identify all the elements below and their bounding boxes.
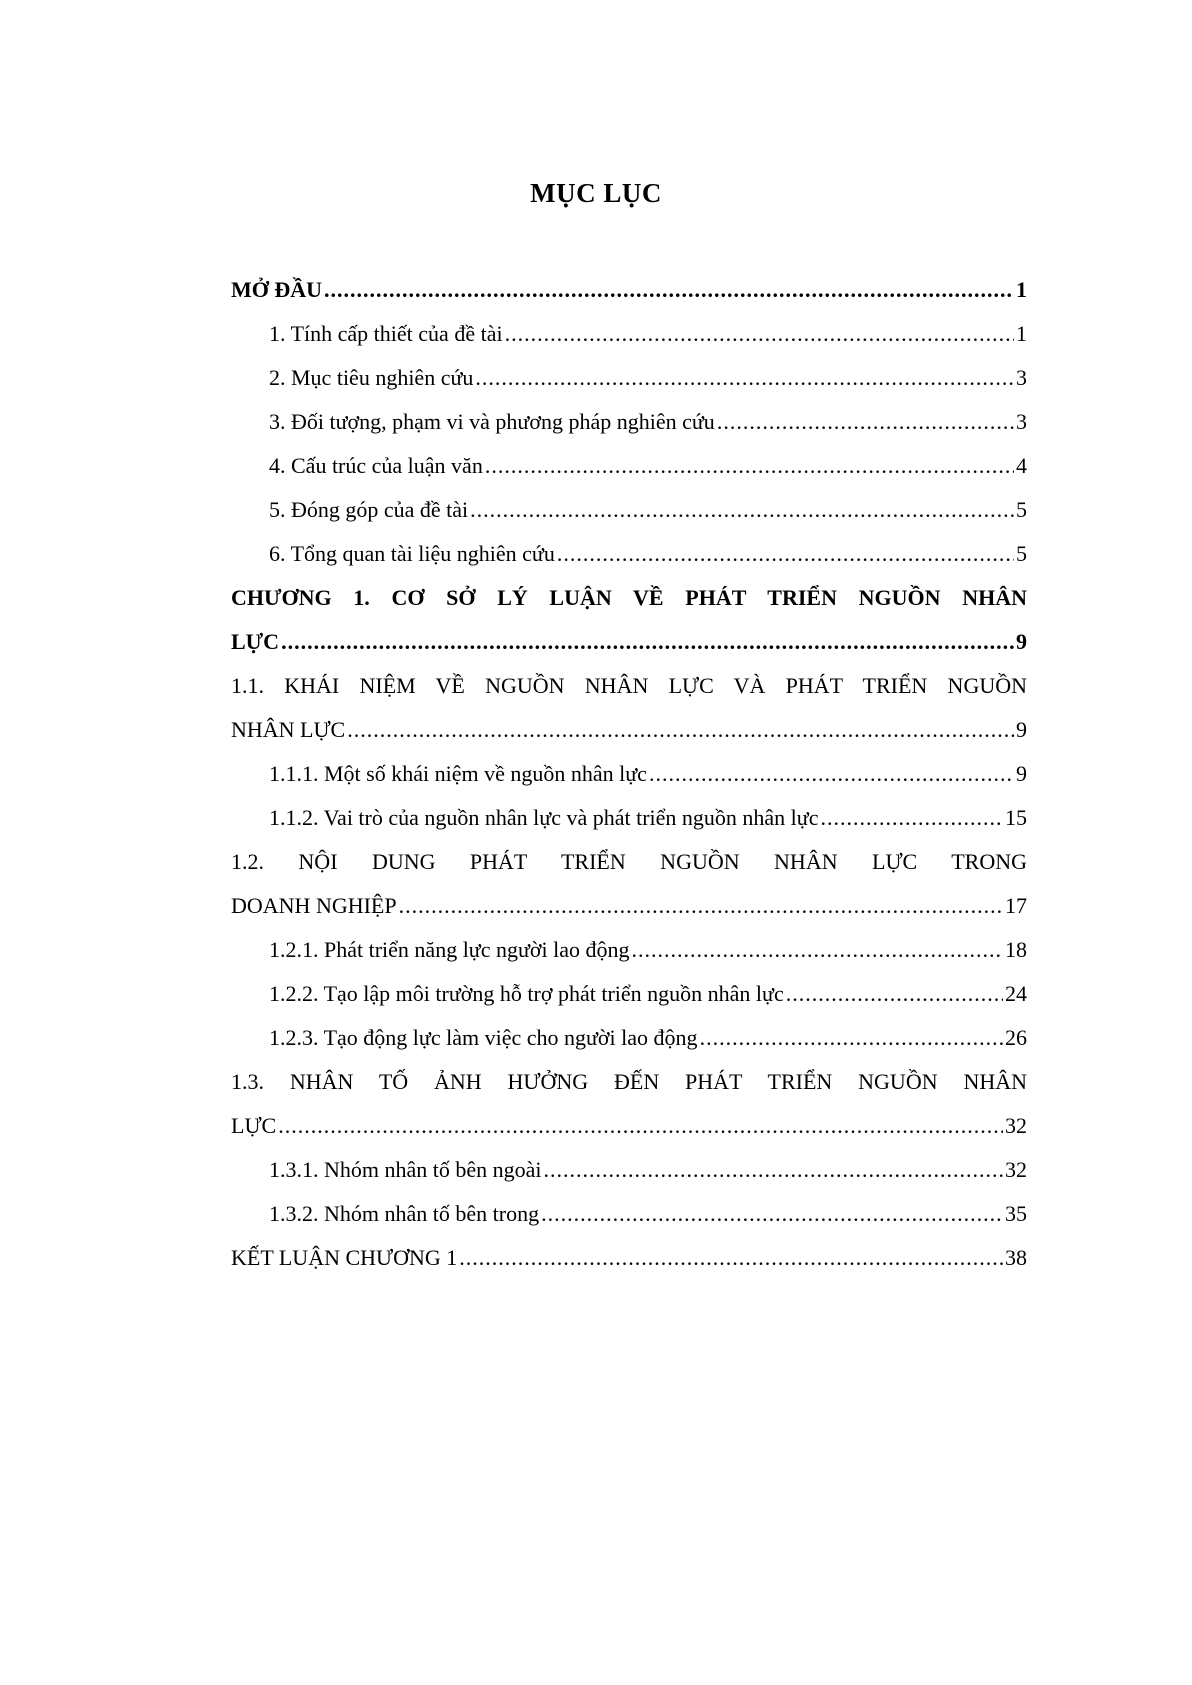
dot-leader — [347, 708, 1014, 752]
toc-entry-mo-dau[interactable] — [231, 268, 1027, 312]
toc-entry-label: 1. Tính cấp thiết của đề tài — [269, 321, 503, 346]
dot-leader — [278, 1104, 1003, 1148]
dot-leader — [541, 1192, 1003, 1236]
dot-leader — [399, 884, 1003, 928]
toc-entry-page: 3 — [1016, 409, 1027, 434]
toc-entry-page: 4 — [1016, 453, 1027, 478]
toc-entry-section-4[interactable] — [231, 444, 1027, 488]
toc-entry-label-line-1: 1.2. NỘI DUNG PHÁT TRIỂN NGUỒN NHÂN LỰC TRONG — [231, 849, 1027, 874]
toc-entry-label: 6. Tổng quan tài liệu nghiên cứu — [269, 541, 555, 566]
toc-entry-1-2-3[interactable] — [231, 1016, 1027, 1060]
dot-leader — [649, 752, 1014, 796]
toc-entry-page: 1 — [1016, 277, 1027, 302]
toc-entry-1-3[interactable] — [231, 1060, 1027, 1148]
toc-entry-page: 17 — [1005, 893, 1027, 918]
toc-entry-page: 1 — [1016, 321, 1027, 346]
dot-leader — [470, 488, 1014, 532]
toc-entry-label-line-2: DOANH NGHIỆP — [231, 893, 397, 918]
toc-entry-section-5[interactable] — [231, 488, 1027, 532]
toc-entry-1-2[interactable] — [231, 840, 1027, 928]
dot-leader — [786, 972, 1003, 1016]
dot-leader — [324, 268, 1014, 312]
page-title: MỤC LỤC — [530, 178, 662, 208]
toc-entry-1-1-1[interactable] — [231, 752, 1027, 796]
toc-entry-label: 1.1.1. Một số khái niệm về nguồn nhân lực — [269, 761, 647, 786]
toc-entry-label-line-2: NHÂN LỰC — [231, 717, 346, 742]
toc-entry-1-1-2[interactable] — [231, 796, 1027, 840]
dot-leader — [459, 1236, 1003, 1280]
dot-leader — [485, 444, 1014, 488]
dot-leader — [544, 1148, 1003, 1192]
toc-entry-label: 1.1.2. Vai trò của nguồn nhân lực và phát triển nguồn nhân lực — [269, 805, 819, 830]
toc-entry-section-6[interactable] — [231, 532, 1027, 576]
table-of-contents — [231, 268, 1027, 1280]
toc-entry-page: 35 — [1005, 1201, 1027, 1226]
toc-entry-page: 26 — [1005, 1025, 1027, 1050]
toc-entry-label: 1.2.2. Tạo lập môi trường hỗ trợ phát triển nguồn nhân lực — [269, 981, 784, 1006]
toc-entry-page: 5 — [1016, 541, 1027, 566]
toc-entry-label: 2. Mục tiêu nghiên cứu — [269, 365, 474, 390]
toc-entry-label: MỞ ĐẦU — [231, 277, 323, 302]
toc-entry-label-line-2: LỰC — [231, 629, 280, 654]
toc-entry-page: 32 — [1005, 1157, 1027, 1182]
dot-leader — [557, 532, 1014, 576]
toc-entry-page: 18 — [1005, 937, 1027, 962]
toc-entry-label: 1.2.3. Tạo động lực làm việc cho người lao động — [269, 1025, 698, 1050]
dot-leader — [505, 312, 1014, 356]
toc-entry-1-3-1[interactable] — [231, 1148, 1027, 1192]
toc-entry-1-2-1[interactable] — [231, 928, 1027, 972]
toc-entry-1-3-2[interactable] — [231, 1192, 1027, 1236]
toc-entry-label: 5. Đóng góp của đề tài — [269, 497, 469, 522]
dot-leader — [281, 620, 1014, 664]
toc-entry-page: 5 — [1016, 497, 1027, 522]
dot-leader — [717, 400, 1014, 444]
toc-entry-page: 9 — [1016, 629, 1027, 654]
toc-entry-section-3[interactable] — [231, 400, 1027, 444]
toc-entry-chapter-1[interactable] — [231, 576, 1027, 664]
toc-entry-label-line-1: CHƯƠNG 1. CƠ SỞ LÝ LUẬN VỀ PHÁT TRIỂN NGUỒN NHÂN — [231, 585, 1027, 610]
toc-entry-page: 9 — [1016, 717, 1027, 742]
toc-entry-label: 1.3.1. Nhóm nhân tố bên ngoài — [269, 1157, 542, 1182]
toc-entry-section-1[interactable] — [231, 312, 1027, 356]
toc-entry-page: 15 — [1005, 805, 1027, 830]
toc-entry-page: 24 — [1005, 981, 1027, 1006]
dot-leader — [632, 928, 1003, 972]
toc-entry-label: 3. Đối tượng, phạm vi và phương pháp nghiên cứu — [269, 409, 715, 434]
toc-entry-page: 32 — [1005, 1113, 1027, 1138]
toc-entry-label-line-1: 1.3. NHÂN TỐ ẢNH HƯỞNG ĐẾN PHÁT TRIỂN NGUỒN NHÂN — [231, 1069, 1027, 1094]
toc-entry-section-2[interactable] — [231, 356, 1027, 400]
dot-leader — [820, 796, 1003, 840]
dot-leader — [700, 1016, 1003, 1060]
toc-entry-1-2-2[interactable] — [231, 972, 1027, 1016]
toc-entry-label: KẾT LUẬN CHƯƠNG 1 — [231, 1245, 458, 1270]
toc-entry-1-1[interactable] — [231, 664, 1027, 752]
toc-entry-label: 1.2.1. Phát triển năng lực người lao động — [269, 937, 630, 962]
toc-entry-label: 4. Cấu trúc của luận văn — [269, 453, 483, 478]
toc-entry-page: 38 — [1005, 1245, 1027, 1270]
toc-entry-ket-luan[interactable] — [231, 1236, 1027, 1280]
toc-entry-page: 3 — [1016, 365, 1027, 390]
toc-entry-label-line-1: 1.1. KHÁI NIỆM VỀ NGUỒN NHÂN LỰC VÀ PHÁT TRIỂN NGUỒN — [231, 673, 1027, 698]
dot-leader — [475, 356, 1014, 400]
toc-entry-label-line-2: LỰC — [231, 1113, 277, 1138]
toc-entry-label: 1.3.2. Nhóm nhân tố bên trong — [269, 1201, 540, 1226]
toc-entry-page: 9 — [1016, 761, 1027, 786]
